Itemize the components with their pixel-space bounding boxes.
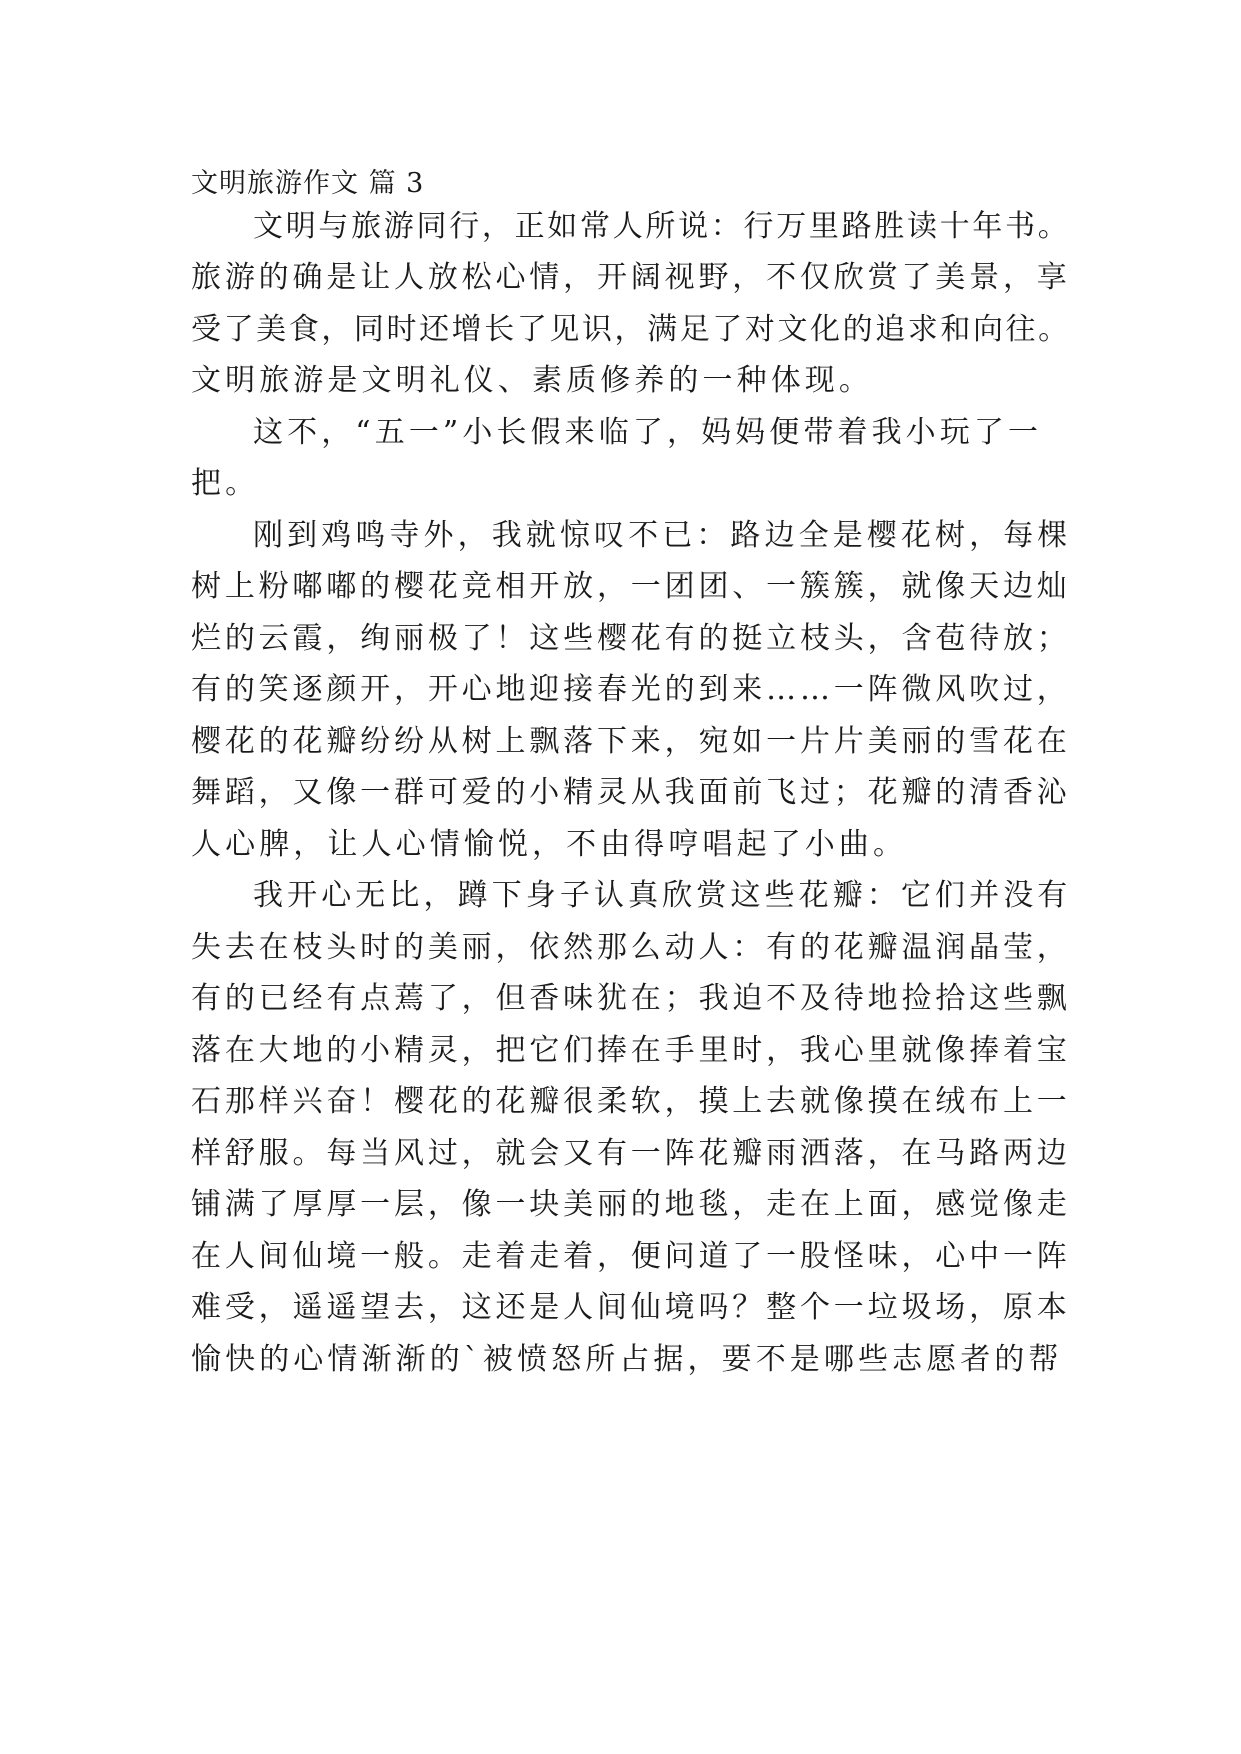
- text-line: 愉快的心情渐渐的`被愤怒所占据，要不是哪些志愿者的帮: [191, 1342, 1063, 1377]
- text-line: 失去在枝头时的美丽，依然那么动人：有的花瓣温润晶莹，: [191, 930, 1071, 965]
- text-line: 舞蹈，又像一群可爱的小精灵从我面前飞过；花瓣的清香沁: [191, 775, 1071, 810]
- text-line: 有的已经有点蔫了，但香味犹在；我迫不及待地捡拾这些飘: [191, 981, 1071, 1016]
- text-line: 烂的云霞，绚丽极了！这些樱花有的挺立枝头，含苞待放；: [191, 621, 1071, 656]
- text-line: 样舒服。每当风过，就会又有一阵花瓣雨洒落，在马路两边: [191, 1136, 1071, 1171]
- text-line: 受了美食，同时还增长了见识，满足了对文化的追求和向往。: [191, 312, 1071, 347]
- text-line: 文明与旅游同行，正如常人所说：行万里路胜读十年书。: [253, 209, 1071, 244]
- text-line: 难受，遥遥望去，这还是人间仙境吗？整个一垃圾场，原本: [191, 1290, 1071, 1325]
- text-line: 在人间仙境一般。走着走着，便问道了一股怪味，心中一阵: [191, 1239, 1071, 1274]
- text-line: 把。: [191, 466, 260, 501]
- text-line: 铺满了厚厚一层，像一块美丽的地毯，走在上面，感觉像走: [191, 1187, 1071, 1222]
- text-line: 文明旅游是文明礼仪、素质修养的一种体现。: [191, 363, 873, 398]
- text-line: 旅游的确是让人放松心情，开阔视野，不仅欣赏了美景，享: [191, 260, 1071, 295]
- text-line: 我开心无比，蹲下身子认真欣赏这些花瓣：它们并没有: [253, 878, 1072, 913]
- text-line: 樱花的花瓣纷纷从树上飘落下来，宛如一片片美丽的雪花在: [191, 724, 1071, 759]
- text-line: 树上粉嘟嘟的樱花竞相开放，一团团、一簇簇，就像天边灿: [191, 569, 1071, 604]
- text-line: 刚到鸡鸣寺外，我就惊叹不已：路边全是樱花树，每棵: [253, 518, 1072, 553]
- document-title: 文明旅游作文 篇 3: [191, 168, 425, 199]
- text-line: 人心脾，让人心情愉悦，不由得哼唱起了小曲。: [191, 827, 908, 862]
- text-line: 落在大地的小精灵，把它们捧在手里时，我心里就像捧着宝: [191, 1033, 1071, 1068]
- text-line: 有的笑逐颜开，开心地迎接春光的到来……一阵微风吹过，: [191, 672, 1071, 707]
- text-line: 这不，“五一”小长假来临了，妈妈便带着我小玩了一: [253, 415, 1043, 450]
- text-line: 石那样兴奋！樱花的花瓣很柔软，摸上去就像摸在绒布上一: [191, 1084, 1071, 1119]
